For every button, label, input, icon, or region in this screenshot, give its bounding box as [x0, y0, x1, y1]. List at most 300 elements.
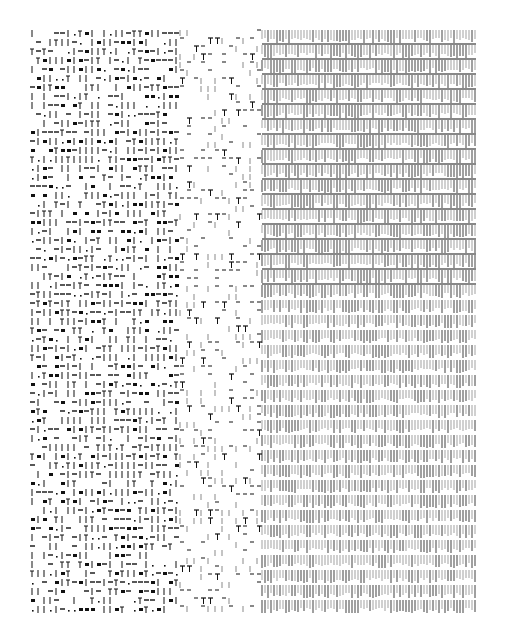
glyph-dot	[68, 412, 70, 414]
glyph-block	[55, 311, 59, 314]
glyph-block	[79, 464, 83, 467]
glyph-block	[73, 554, 77, 557]
glyph-block	[163, 86, 167, 89]
glyph-block	[115, 509, 119, 512]
glyph-dot	[92, 538, 94, 540]
glyph-dot	[110, 151, 112, 153]
glyph-block	[157, 158, 161, 161]
glyph-dot	[152, 574, 154, 576]
glyph-dot	[74, 295, 76, 297]
glyph-block	[109, 527, 113, 530]
glyph-block	[133, 221, 137, 224]
glyph-block	[139, 536, 143, 539]
glyph-block	[31, 482, 35, 485]
glyph-block	[163, 149, 167, 152]
glyph-block	[145, 32, 149, 35]
glyph-dot	[164, 313, 166, 315]
glyph-dot	[44, 115, 46, 117]
glyph-block	[133, 77, 137, 80]
glyph-dot	[170, 484, 172, 486]
glyph-block	[55, 365, 59, 368]
glyph-dot	[80, 295, 82, 297]
glyph-block	[115, 131, 119, 134]
glyph-block	[127, 158, 131, 161]
glyph-dot	[110, 52, 112, 54]
glyph-dot	[62, 79, 64, 81]
glyph-block	[49, 257, 53, 260]
glyph-block	[163, 293, 167, 296]
glyph-block	[133, 428, 137, 431]
glyph-dot	[68, 196, 70, 198]
glyph-block	[73, 230, 77, 233]
glyph-block	[139, 230, 143, 233]
glyph-block	[157, 239, 161, 242]
glyph-dot	[74, 97, 76, 99]
glyph-dot	[116, 448, 118, 450]
glyph-block	[145, 392, 149, 395]
glyph-dot	[176, 187, 178, 189]
glyph-block	[115, 608, 119, 611]
glyph-dot	[50, 574, 52, 576]
glyph-dot	[32, 610, 34, 612]
glyph-dot	[140, 268, 142, 270]
glyph-dot	[158, 385, 160, 387]
glyph-block	[163, 491, 167, 494]
glyph-block	[55, 374, 59, 377]
glyph-dot	[38, 232, 40, 234]
glyph-dot	[146, 538, 148, 540]
glyph-block	[97, 68, 101, 71]
glyph-dot	[110, 34, 112, 36]
glyph-dot	[158, 493, 160, 495]
glyph-block	[139, 545, 143, 548]
glyph-dot	[134, 502, 136, 504]
glyph-block	[133, 158, 137, 161]
glyph-block	[61, 455, 65, 458]
glyph-block	[79, 491, 83, 494]
glyph-dot	[134, 187, 136, 189]
glyph-block	[133, 131, 137, 134]
glyph-block	[43, 410, 47, 413]
glyph-block	[103, 194, 107, 197]
glyph-block	[175, 464, 179, 467]
glyph-dot	[56, 529, 58, 531]
glyph-block	[37, 329, 41, 332]
glyph-block	[121, 230, 125, 233]
glyph-dot	[146, 421, 148, 423]
glyph-dot	[164, 502, 166, 504]
glyph-block	[139, 572, 143, 575]
glyph-block	[91, 401, 95, 404]
glyph-dot	[38, 484, 40, 486]
glyph-dot	[32, 421, 34, 423]
glyph-block	[37, 455, 41, 458]
glyph-dot	[116, 106, 118, 108]
glyph-dot	[44, 259, 46, 261]
glyph-dot	[32, 169, 34, 171]
glyph-dot	[98, 601, 100, 603]
glyph-block	[151, 176, 155, 179]
glyph-dot	[92, 277, 94, 279]
glyph-block	[91, 455, 95, 458]
glyph-dot	[50, 511, 52, 513]
glyph-dot	[116, 268, 118, 270]
glyph-block	[109, 284, 113, 287]
glyph-dot	[56, 79, 58, 81]
glyph-block	[55, 86, 59, 89]
glyph-block	[49, 527, 53, 530]
glyph-block	[139, 455, 143, 458]
glyph-dot	[116, 259, 118, 261]
glyph-dot	[80, 358, 82, 360]
glyph-block	[31, 221, 35, 224]
glyph-block	[97, 140, 101, 143]
glyph-dot	[134, 232, 136, 234]
glyph-dot	[164, 520, 166, 522]
glyph-dot	[170, 385, 172, 387]
glyph-block	[133, 167, 137, 170]
glyph-block	[115, 212, 119, 215]
glyph-dot	[68, 259, 70, 261]
glyph-block	[67, 149, 71, 152]
glyph-dot	[128, 358, 130, 360]
glyph-block	[151, 95, 155, 98]
glyph-block	[145, 329, 149, 332]
glyph-block	[61, 491, 65, 494]
glyph-dot	[44, 430, 46, 432]
glyph-block	[169, 320, 173, 323]
glyph-dot	[50, 160, 52, 162]
glyph-block	[91, 608, 95, 611]
glyph-block	[49, 68, 53, 71]
glyph-block	[85, 338, 89, 341]
glyph-block	[43, 194, 47, 197]
glyph-block	[145, 50, 149, 53]
glyph-block	[169, 176, 173, 179]
glyph-block	[145, 248, 149, 251]
glyph-block	[79, 176, 83, 179]
glyph-block	[121, 590, 125, 593]
glyph-block	[127, 545, 131, 548]
glyph-block	[73, 500, 77, 503]
glyph-block	[169, 581, 173, 584]
glyph-block	[103, 500, 107, 503]
glyph-dot	[104, 79, 106, 81]
glyph-dot	[104, 259, 106, 261]
glyph-dot	[170, 340, 172, 342]
glyph-block	[61, 572, 65, 575]
glyph-dot	[98, 547, 100, 549]
glyph-block	[43, 518, 47, 521]
glyph-block	[157, 176, 161, 179]
glyph-block	[55, 581, 59, 584]
glyph-block	[37, 86, 41, 89]
glyph-dot	[92, 358, 94, 360]
glyph-dot	[110, 124, 112, 126]
glyph-dot	[164, 367, 166, 369]
glyph-block	[91, 320, 95, 323]
glyph-block	[127, 374, 131, 377]
glyph-dot	[50, 610, 52, 612]
glyph-dot	[140, 79, 142, 81]
glyph-block	[61, 590, 65, 593]
glyph-block	[151, 590, 155, 593]
glyph-block	[157, 608, 161, 611]
glyph-block	[61, 104, 65, 107]
glyph-block	[175, 275, 179, 278]
glyph-block	[103, 284, 107, 287]
glyph-dot	[74, 349, 76, 351]
glyph-dot	[164, 259, 166, 261]
glyph-block	[151, 509, 155, 512]
glyph-block	[109, 329, 113, 332]
glyph-block	[97, 320, 101, 323]
glyph-dot	[32, 583, 34, 585]
glyph-dot	[86, 250, 88, 252]
glyph-dot	[56, 187, 58, 189]
glyph-dot	[158, 106, 160, 108]
glyph-block	[85, 212, 89, 215]
glyph-block	[139, 608, 143, 611]
glyph-dot	[146, 286, 148, 288]
glyph-block	[79, 140, 83, 143]
glyph-block	[85, 50, 89, 53]
glyph-dot	[38, 439, 40, 441]
glyph-block	[121, 248, 125, 251]
glyph-block	[43, 302, 47, 305]
glyph-block	[151, 365, 155, 368]
glyph-dot	[44, 250, 46, 252]
glyph-block	[61, 149, 65, 152]
glyph-block	[103, 266, 107, 269]
glyph-block	[43, 347, 47, 350]
glyph-block	[175, 257, 179, 260]
glyph-block	[163, 482, 167, 485]
glyph-block	[91, 230, 95, 233]
glyph-block	[37, 365, 41, 368]
glyph-block	[127, 365, 131, 368]
glyph-dot	[158, 97, 160, 99]
glyph-block	[37, 77, 41, 80]
glyph-block	[49, 149, 53, 152]
glyph-block	[157, 77, 161, 80]
glyph-dot	[134, 115, 136, 117]
glyph-dot	[74, 34, 76, 36]
glyph-block	[49, 185, 53, 188]
glyph-dot	[170, 412, 172, 414]
glyph-dot	[104, 313, 106, 315]
glyph-dot	[128, 295, 130, 297]
glyph-dot	[104, 466, 106, 468]
glyph-block	[67, 428, 71, 431]
glyph-dot	[134, 610, 136, 612]
glyph-block	[175, 239, 179, 242]
glyph-block	[97, 509, 101, 512]
glyph-dot	[122, 259, 124, 261]
glyph-block	[175, 284, 179, 287]
glyph-block	[175, 203, 179, 206]
glyph-dot	[134, 601, 136, 603]
glyph-block	[73, 212, 77, 215]
glyph-block	[139, 41, 143, 44]
glyph-block	[31, 194, 35, 197]
glyph-dot	[38, 160, 40, 162]
glyph-block	[43, 59, 47, 62]
glyph-dot	[38, 376, 40, 378]
glyph-dot	[140, 385, 142, 387]
glyph-block	[133, 419, 137, 422]
glyph-block	[151, 581, 155, 584]
glyph-block	[109, 140, 113, 143]
glyph-dot	[158, 331, 160, 333]
glyph-dot	[128, 52, 130, 54]
glyph-dot	[176, 295, 178, 297]
glyph-dot	[56, 493, 58, 495]
glyph-block	[91, 392, 95, 395]
glyph-block	[31, 599, 35, 602]
glyph-dot	[68, 52, 70, 54]
glyph-block	[127, 239, 131, 242]
glyph-block	[121, 41, 125, 44]
glyph-block	[139, 392, 143, 395]
glyph-dot	[152, 565, 154, 567]
glyph-block	[109, 383, 113, 386]
glyph-block	[163, 572, 167, 575]
glyph-dot	[32, 178, 34, 180]
glyph-block	[163, 113, 167, 116]
glyph-block	[139, 140, 143, 143]
glyph-dot	[164, 52, 166, 54]
glyph-block	[157, 437, 161, 440]
glyph-block	[31, 149, 35, 152]
glyph-block	[145, 293, 149, 296]
glyph-dot	[56, 556, 58, 558]
glyph-dot	[140, 178, 142, 180]
glyph-dot	[140, 322, 142, 324]
glyph-block	[115, 284, 119, 287]
glyph-block	[79, 608, 83, 611]
glyph-block	[163, 221, 167, 224]
glyph-block	[115, 572, 119, 575]
glyph-block	[121, 554, 125, 557]
glyph-block	[49, 374, 53, 377]
glyph-block	[79, 68, 83, 71]
glyph-block	[121, 545, 125, 548]
glyph-dot	[134, 520, 136, 522]
glyph-dot	[38, 205, 40, 207]
glyph-dot	[80, 43, 82, 45]
glyph-dot	[56, 340, 58, 342]
glyph-block	[43, 500, 47, 503]
glyph-dot	[32, 340, 34, 342]
glyph-block	[43, 176, 47, 179]
glyph-block	[31, 527, 35, 530]
glyph-dot	[68, 610, 70, 612]
glyph-block	[67, 140, 71, 143]
glyph-block	[175, 95, 179, 98]
glyph-dot	[164, 565, 166, 567]
glyph-block	[85, 392, 89, 395]
glyph-block	[61, 401, 65, 404]
glyph-dot	[176, 574, 178, 576]
glyph-block	[61, 482, 65, 485]
glyph-dot	[158, 412, 160, 414]
glyph-block	[97, 230, 101, 233]
glyph-block	[145, 122, 149, 125]
glyph-block	[73, 257, 77, 260]
glyph-dot	[104, 142, 106, 144]
glyph-block	[139, 302, 143, 305]
glyph-block	[121, 410, 125, 413]
glyph-block	[169, 95, 173, 98]
glyph-block	[145, 95, 149, 98]
glyph-block	[133, 203, 137, 206]
glyph-dot	[80, 277, 82, 279]
glyph-block	[67, 59, 71, 62]
glyph-block	[133, 491, 137, 494]
glyph-block	[97, 41, 101, 44]
glyph-block	[169, 131, 173, 134]
glyph-dot	[92, 331, 94, 333]
glyph-dot	[110, 196, 112, 198]
glyph-block	[157, 266, 161, 269]
glyph-block	[127, 230, 131, 233]
glyph-block	[37, 419, 41, 422]
glyph-block	[31, 131, 35, 134]
glyph-dot	[98, 160, 100, 162]
glyph-block	[31, 410, 35, 413]
glyph-block	[79, 311, 83, 314]
glyph-block	[67, 275, 71, 278]
glyph-dot	[74, 457, 76, 459]
glyph-block	[157, 221, 161, 224]
glyph-block	[139, 203, 143, 206]
glyph-block	[169, 275, 173, 278]
glyph-block	[175, 401, 179, 404]
glyph-block	[31, 518, 35, 521]
glyph-block	[55, 356, 59, 359]
glyph-dot	[62, 187, 64, 189]
glyph-dot	[128, 502, 130, 504]
glyph-block	[163, 347, 167, 350]
glyph-block	[109, 167, 113, 170]
glyph-block	[85, 32, 89, 35]
glyph-dot	[110, 439, 112, 441]
glyph-dot	[98, 97, 100, 99]
glyph-block	[61, 86, 65, 89]
glyph-dot	[62, 466, 64, 468]
glyph-block	[49, 338, 53, 341]
glyph-block	[163, 455, 167, 458]
glyph-block	[79, 581, 83, 584]
glyph-block	[121, 68, 125, 71]
glyph-block	[163, 320, 167, 323]
glyph-block	[145, 320, 149, 323]
glyph-dot	[38, 394, 40, 396]
glyph-dot	[116, 547, 118, 549]
glyph-block	[115, 113, 119, 116]
glyph-block	[49, 473, 53, 476]
glyph-dot	[164, 43, 166, 45]
glyph-block	[91, 221, 95, 224]
glyph-block	[97, 491, 101, 494]
glyph-block	[169, 356, 173, 359]
glyph-block	[97, 563, 101, 566]
glyph-block	[151, 212, 155, 215]
glyph-dot	[110, 493, 112, 495]
glyph-block	[73, 104, 77, 107]
glyph-dot	[50, 286, 52, 288]
